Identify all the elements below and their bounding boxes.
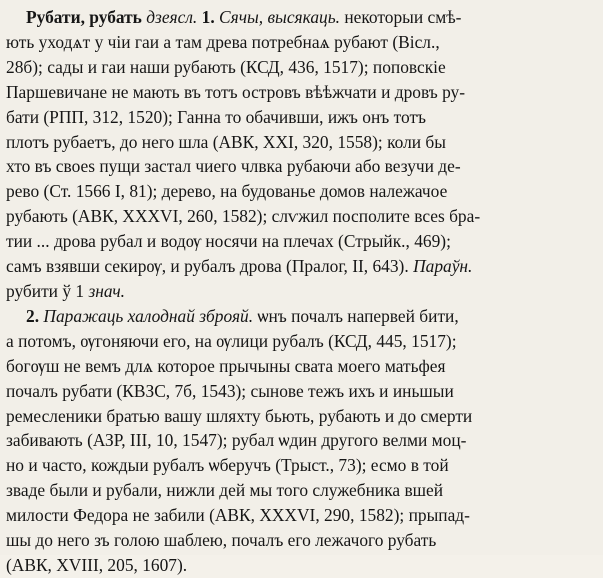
italic-gloss: Параўн. [413, 256, 473, 277]
dictionary-entry-rubati [6, 5, 597, 578]
entry-line [6, 279, 597, 304]
entry-line [6, 105, 597, 130]
entry-segment: тии ... дрова рубал и водѹ носячи на плечах (Стрыйк., 469); [6, 231, 451, 252]
entry-line [6, 254, 597, 279]
entry-line [6, 428, 597, 453]
entry-segment: 28б); сады и гаи наши рубають (КСД, 436, 1517); поповскіе [6, 56, 446, 77]
entry-segment: шы до него зъ голою шаблею, почалъ его лежачого рубать [6, 530, 437, 551]
entry-line [6, 503, 597, 528]
entry-segment: но и часто, кождыи рубалъ ѡберучъ (Трыст., 73); есмо в той [6, 455, 449, 476]
entry-text [6, 5, 597, 578]
entry-segment: бати (РПП, 312, 1520); Ганна то обачивши, ижъ онъ тотъ [6, 106, 427, 127]
entry-segment: (АВК, XVIII, 205, 1607). [6, 554, 188, 575]
entry-segment: зваде были и рубали, нижли дей мы того служебника вшей [6, 480, 444, 501]
entry-segment: ють уходѧт у чіи гаи а там древа потребнаѧ рубают (Вісл., [6, 31, 440, 52]
entry-segment: хто въ своеѕ пущи застал чиего члвка рубаючи або везучи де- [6, 156, 461, 177]
italic-gloss: Паражаць халоднай зброяй. [43, 305, 254, 326]
entry-line [6, 204, 597, 229]
entry-segment: забивають (АЗР, III, 10, 1547); рубал ѡдин другого велми моц- [6, 430, 467, 451]
entry-segment: плотъ рубаетъ, до него шла (АВК, XXI, 320, 1558); коли бы [6, 131, 446, 152]
italic-gloss: дзеясл. [146, 7, 198, 27]
entry-line [6, 528, 597, 553]
entry-line [6, 329, 597, 354]
entry-line [6, 30, 597, 55]
entry-segment: рубити ў 1 [6, 280, 89, 301]
entry-line [6, 5, 597, 30]
entry-line [6, 179, 597, 204]
entry-line [6, 154, 597, 179]
headword-text: 2. [26, 305, 40, 326]
entry-segment: почалъ рубати (КВЗС, 7б, 1543); сынове тежъ ихъ и иньшыи [6, 380, 454, 401]
entry-line [6, 553, 597, 578]
headword-text: 1. [201, 7, 215, 27]
entry-segment: ремесленики братью вашу шляхту бьють, рубають и до смерти [6, 405, 473, 426]
italic-gloss: знач. [88, 280, 125, 301]
entry-line [6, 130, 597, 155]
entry-line [6, 229, 597, 254]
entry-line [6, 453, 597, 478]
headword-text: Рубати, рубать [26, 7, 142, 27]
entry-line [6, 354, 597, 379]
entry-line [6, 304, 597, 329]
entry-segment: а потомъ, ѹгоняючи его, на ѹлици рубалъ (КСД, 445, 1517); [6, 330, 457, 351]
entry-segment: богѹш не вемъ длѧ которое прычыны свата моего матьфея [6, 355, 446, 376]
entry-line [6, 478, 597, 503]
entry-segment: самъ взявши секирѹ, и рубалъ дрова (Пралог, II, 643). [6, 256, 414, 277]
entry-line [6, 55, 597, 80]
entry-segment: милости Федора не забили (АВК, XXXVI, 290, 1582); прыпад- [6, 505, 470, 526]
entry-line [6, 404, 597, 429]
entry-segment: Паршевичане не мають въ тотъ островъ вѣѣжчати и дровъ ру- [6, 81, 466, 102]
entry-segment: рево (Ст. 1566 І, 81); дерево, на будованье домов належачое [6, 181, 448, 202]
entry-line [6, 80, 597, 105]
italic-gloss: Сячы, высякаць. [219, 7, 340, 27]
entry-segment: ѡнъ почалъ напервей бити, [253, 305, 459, 326]
entry-segment: некоторыи смѣ- [339, 7, 462, 27]
entry-segment: рубають (АВК, XXXVI, 260, 1582); слѵжил посполите всеѕ бра- [6, 206, 481, 227]
entry-line [6, 379, 597, 404]
